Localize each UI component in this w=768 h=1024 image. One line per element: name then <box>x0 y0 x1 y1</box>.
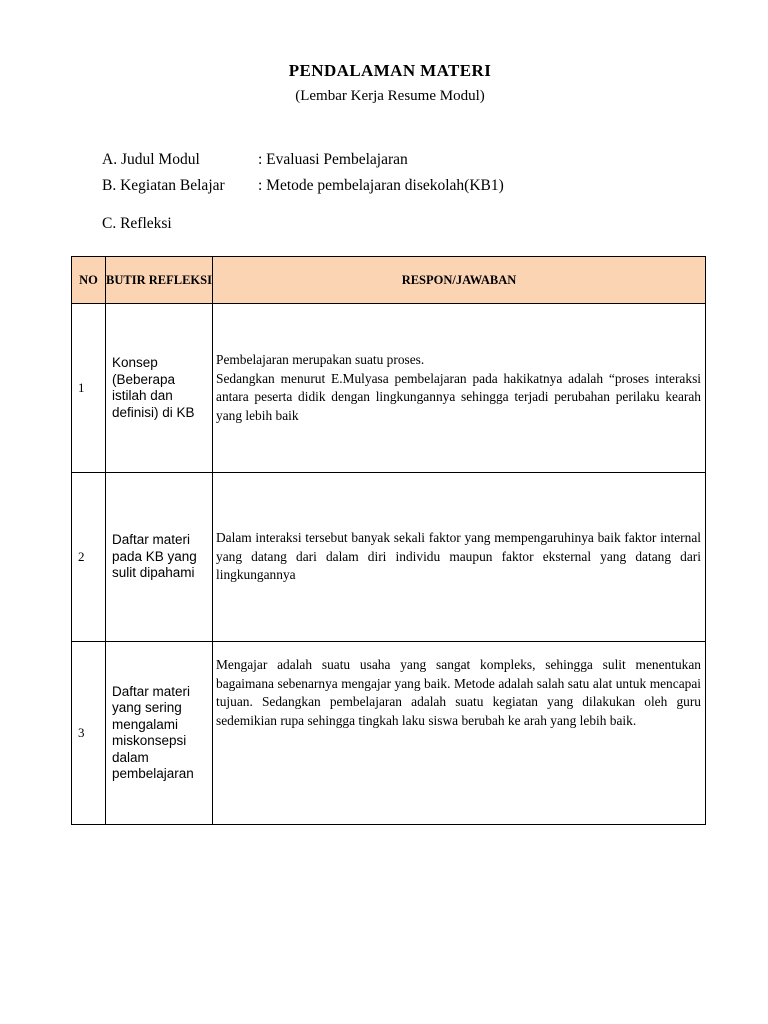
header-no: NO <box>72 257 106 304</box>
table-header-row <box>72 257 706 304</box>
page-title: PENDALAMAN MATERI <box>288 61 492 80</box>
row-respon: Mengajar adalah suatu usaha yang sangat kompleks, sehingga sulit menentukan bagaimana sebenarnya mengajar yang baik. Metode adalah salah satu alat untuk mencapai tujuan. Sedangkan pembelajaran adalah suatu kegiatan yang dilakukan oleh guru sedemikian rupa sehingga tingkah laku siswa berubah ke arah yang lebih baik. <box>213 642 706 825</box>
header-butir-refleksi: BUTIR REFLEKSI <box>106 257 213 304</box>
row-butir: Daftar materi pada KB yang sulit dipahami <box>106 473 213 642</box>
row-number: 2 <box>72 473 106 642</box>
page-subtitle: (Lembar Kerja Resume Modul) <box>295 88 485 104</box>
reflection-table <box>71 256 706 825</box>
row-number: 1 <box>72 304 106 473</box>
table-row <box>72 642 706 825</box>
kegiatan-belajar-value: : Metode pembelajaran disekolah(KB1) <box>258 177 504 194</box>
judul-modul-row <box>102 151 408 169</box>
refleksi-heading: C. Refleksi <box>102 215 172 232</box>
kegiatan-belajar-label: B. Kegiatan Belajar <box>102 177 225 194</box>
table-row <box>72 473 706 642</box>
row-respon: Dalam interaksi tersebut banyak sekali faktor yang mempengaruhinya baik faktor internal yang datang dari dalam diri individu maupun faktor eksternal yang datang dari lingkungannya <box>213 473 706 642</box>
header-respon-jawaban: RESPON/JAWABAN <box>213 257 706 304</box>
respon-line: Pembelajaran merupakan suatu proses. <box>216 352 425 367</box>
judul-modul-label: A. Judul Modul <box>102 151 200 168</box>
row-butir: Daftar materi yang sering mengalami miskonsepsi dalam pembelajaran <box>106 642 213 825</box>
judul-modul-value: : Evaluasi Pembelajaran <box>258 151 408 168</box>
respon-line: Sedangkan menurut E.Mulyasa pembelajaran pada hakikatnya adalah “proses interaksi antara peserta didik dengan lingkungannya sehingga terjadi perubahan perilaku kearah yang lebih baik <box>216 370 701 423</box>
row-respon <box>213 304 706 473</box>
row-number: 3 <box>72 642 106 825</box>
row-butir: Konsep (Beberapa istilah dan definisi) di KB <box>106 304 213 473</box>
table-row <box>72 304 706 473</box>
kegiatan-belajar-row <box>102 177 504 195</box>
